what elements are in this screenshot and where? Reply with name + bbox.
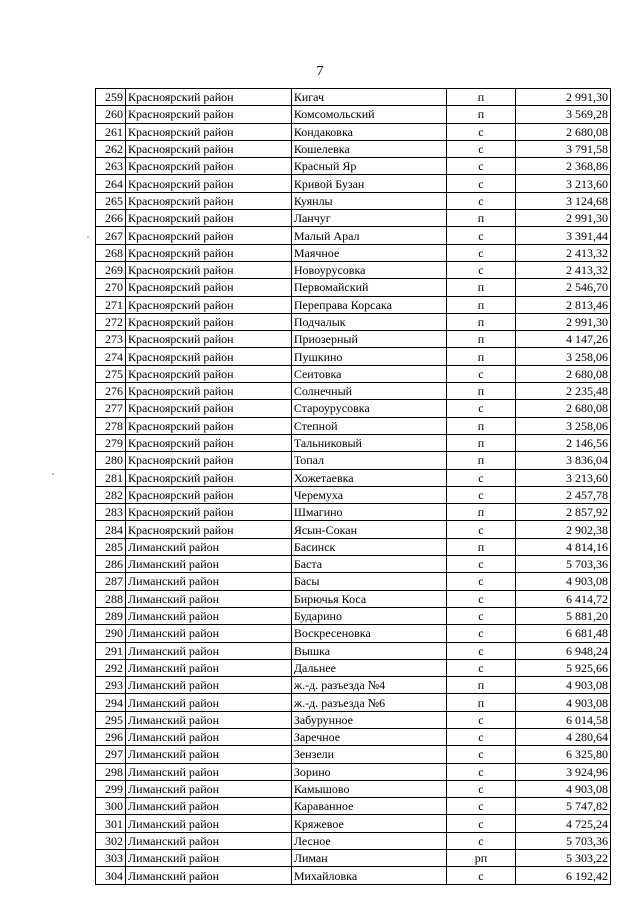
settlement-name: Кряжевое [291,815,446,832]
settlement-type: с [447,625,515,642]
settlement-type: с [447,780,515,797]
settlement-name: Переправа Корсака [291,296,446,313]
row-number: 280 [96,452,126,469]
row-number: 276 [96,383,126,400]
settlement-type: с [447,365,515,382]
table-row [96,261,611,278]
amount-value: 2 991,30 [515,210,610,227]
settlement-type: п [447,313,515,330]
table-row [96,625,611,642]
table-row [96,521,611,538]
amount-value: 2 991,30 [515,89,610,106]
table-row [96,158,611,175]
amount-value: 3 836,04 [515,452,610,469]
district-name: Лиманский район [126,538,292,555]
row-number: 282 [96,486,126,503]
table-row [96,780,611,797]
settlement-name: Подчалык [291,313,446,330]
row-number: 270 [96,279,126,296]
table-row [96,89,611,106]
row-number: 272 [96,313,126,330]
amount-value: 2 857,92 [515,504,610,521]
row-number: 284 [96,521,126,538]
table-row [96,694,611,711]
table-row [96,867,611,884]
settlement-type: с [447,815,515,832]
district-name: Лиманский район [126,556,292,573]
settlement-type: с [447,867,515,884]
district-name: Красноярский район [126,434,292,451]
settlement-type: с [447,711,515,728]
settlement-name: Камышово [291,780,446,797]
table-row [96,400,611,417]
settlement-type: с [447,244,515,261]
settlement-type: с [447,642,515,659]
settlement-type: с [447,607,515,624]
settlement-name: Дальнее [291,659,446,676]
row-number: 273 [96,331,126,348]
amount-value: 6 325,80 [515,746,610,763]
district-name: Лиманский район [126,832,292,849]
settlement-type: с [447,486,515,503]
settlement-name: Шмагино [291,504,446,521]
district-name: Красноярский район [126,504,292,521]
row-number: 293 [96,677,126,694]
settlement-type: п [447,106,515,123]
row-number: 299 [96,780,126,797]
settlement-name: Малый Арал [291,227,446,244]
row-number: 289 [96,607,126,624]
table-row [96,140,611,157]
table-row [96,279,611,296]
settlement-name: ж.-д. разъезда №4 [291,677,446,694]
table-row [96,106,611,123]
settlement-name: Лиман [291,850,446,867]
amount-value: 4 147,26 [515,331,610,348]
table-row [96,711,611,728]
settlement-name: Бирючья Коса [291,590,446,607]
row-number: 274 [96,348,126,365]
row-number: 304 [96,867,126,884]
amount-value: 2 146,56 [515,434,610,451]
settlement-type: п [447,296,515,313]
settlement-type: с [447,400,515,417]
scan-speck [87,236,89,238]
amount-value: 2 991,30 [515,313,610,330]
district-name: Лиманский район [126,728,292,745]
settlement-name: Маячное [291,244,446,261]
table-row [96,383,611,400]
amount-value: 2 813,46 [515,296,610,313]
table-row [96,607,611,624]
amount-value: 3 258,06 [515,417,610,434]
amount-value: 2 680,08 [515,365,610,382]
district-name: Красноярский район [126,469,292,486]
settlement-name: Зензели [291,746,446,763]
row-number: 286 [96,556,126,573]
amount-value: 2 902,38 [515,521,610,538]
table-row [96,815,611,832]
district-name: Лиманский район [126,677,292,694]
row-number: 265 [96,192,126,209]
district-name: Лиманский район [126,573,292,590]
amount-value: 2 413,32 [515,261,610,278]
amount-value: 4 903,08 [515,694,610,711]
amount-value: 3 569,28 [515,106,610,123]
amount-value: 3 258,06 [515,348,610,365]
amount-value: 6 414,72 [515,590,610,607]
settlement-name: Караванное [291,798,446,815]
amount-value: 5 747,82 [515,798,610,815]
district-name: Лиманский район [126,711,292,728]
row-number: 260 [96,106,126,123]
amount-value: 6 192,42 [515,867,610,884]
row-number: 264 [96,175,126,192]
row-number: 298 [96,763,126,780]
settlements-table [95,88,611,885]
settlement-type: с [447,227,515,244]
row-number: 279 [96,434,126,451]
table-row [96,365,611,382]
district-name: Красноярский район [126,140,292,157]
settlement-type: п [447,677,515,694]
amount-value: 5 925,66 [515,659,610,676]
amount-value: 4 903,08 [515,573,610,590]
table-row [96,313,611,330]
settlement-name: Хожетаевка [291,469,446,486]
settlement-name: Комсомольский [291,106,446,123]
settlement-name: Солнечный [291,383,446,400]
settlement-name: Воскресеновка [291,625,446,642]
table-row [96,175,611,192]
settlement-type: рп [447,850,515,867]
settlement-name: ж.-д. разъезда №6 [291,694,446,711]
settlement-type: с [447,832,515,849]
amount-value: 2 413,32 [515,244,610,261]
row-number: 266 [96,210,126,227]
table-row [96,832,611,849]
settlement-type: с [447,746,515,763]
table-row [96,244,611,261]
row-number: 269 [96,261,126,278]
settlement-name: Пушкино [291,348,446,365]
settlement-type: п [447,452,515,469]
settlement-name: Зорино [291,763,446,780]
settlement-name: Тальниковый [291,434,446,451]
settlement-type: с [447,728,515,745]
district-name: Красноярский район [126,313,292,330]
row-number: 302 [96,832,126,849]
row-number: 296 [96,728,126,745]
amount-value: 3 791,58 [515,140,610,157]
district-name: Красноярский район [126,417,292,434]
amount-value: 3 213,60 [515,469,610,486]
settlement-type: п [447,694,515,711]
settlement-type: п [447,434,515,451]
settlement-type: с [447,573,515,590]
row-number: 281 [96,469,126,486]
district-name: Красноярский район [126,89,292,106]
amount-value: 2 235,48 [515,383,610,400]
settlement-type: п [447,348,515,365]
settlement-name: Черемуха [291,486,446,503]
table-row [96,538,611,555]
district-name: Лиманский район [126,798,292,815]
settlement-type: с [447,158,515,175]
district-name: Красноярский район [126,175,292,192]
settlement-type: с [447,469,515,486]
page-number: 7 [316,64,324,79]
row-number: 297 [96,746,126,763]
district-name: Красноярский район [126,296,292,313]
settlement-name: Баста [291,556,446,573]
district-name: Красноярский район [126,227,292,244]
settlement-type: п [447,89,515,106]
row-number: 267 [96,227,126,244]
settlement-type: с [447,140,515,157]
table-row [96,123,611,140]
district-name: Красноярский район [126,158,292,175]
table-row [96,763,611,780]
amount-value: 6 014,58 [515,711,610,728]
table-row [96,331,611,348]
table-row [96,642,611,659]
row-number: 262 [96,140,126,157]
table-row [96,210,611,227]
district-name: Красноярский район [126,106,292,123]
row-number: 271 [96,296,126,313]
amount-value: 5 303,22 [515,850,610,867]
table-row [96,504,611,521]
row-number: 278 [96,417,126,434]
row-number: 294 [96,694,126,711]
amount-value: 2 368,86 [515,158,610,175]
settlement-name: Ланчуг [291,210,446,227]
amount-value: 2 680,08 [515,123,610,140]
settlement-type: п [447,504,515,521]
district-name: Лиманский район [126,746,292,763]
row-number: 295 [96,711,126,728]
settlement-name: Ясын-Сокан [291,521,446,538]
row-number: 283 [96,504,126,521]
district-name: Красноярский район [126,331,292,348]
settlement-type: п [447,383,515,400]
amount-value: 2 680,08 [515,400,610,417]
settlement-name: Басы [291,573,446,590]
amount-value: 3 391,44 [515,227,610,244]
row-number: 291 [96,642,126,659]
district-name: Красноярский район [126,192,292,209]
district-name: Лиманский район [126,607,292,624]
settlement-type: п [447,210,515,227]
settlement-type: п [447,417,515,434]
settlement-name: Лесное [291,832,446,849]
settlement-type: с [447,590,515,607]
row-number: 261 [96,123,126,140]
table-row [96,677,611,694]
settlement-type: п [447,538,515,555]
settlement-type: с [447,123,515,140]
table-row [96,192,611,209]
settlement-type: с [447,261,515,278]
amount-value: 4 725,24 [515,815,610,832]
table-row [96,227,611,244]
row-number: 300 [96,798,126,815]
settlement-name: Красный Яр [291,158,446,175]
settlement-name: Бударино [291,607,446,624]
district-name: Лиманский район [126,625,292,642]
settlement-name: Первомайский [291,279,446,296]
district-name: Лиманский район [126,590,292,607]
table-row [96,296,611,313]
row-number: 277 [96,400,126,417]
district-name: Лиманский район [126,815,292,832]
district-name: Красноярский район [126,521,292,538]
table-row [96,728,611,745]
table-row [96,434,611,451]
settlement-name: Вышка [291,642,446,659]
settlement-type: с [447,763,515,780]
amount-value: 6 948,24 [515,642,610,659]
settlement-name: Староурусовка [291,400,446,417]
amount-value: 2 457,78 [515,486,610,503]
district-name: Лиманский район [126,763,292,780]
table-row [96,417,611,434]
settlements-table-body [96,89,611,885]
amount-value: 4 814,16 [515,538,610,555]
district-name: Красноярский район [126,279,292,296]
table-row [96,452,611,469]
amount-value: 4 903,08 [515,677,610,694]
amount-value: 4 903,08 [515,780,610,797]
table-row [96,469,611,486]
row-number: 263 [96,158,126,175]
district-name: Красноярский район [126,210,292,227]
district-name: Лиманский район [126,780,292,797]
settlement-name: Басинск [291,538,446,555]
settlement-name: Сеитовка [291,365,446,382]
settlement-name: Кондаковка [291,123,446,140]
row-number: 290 [96,625,126,642]
row-number: 288 [96,590,126,607]
settlement-name: Кривой Бузан [291,175,446,192]
settlement-name: Куянлы [291,192,446,209]
table-row [96,348,611,365]
settlement-type: с [447,175,515,192]
district-name: Лиманский район [126,642,292,659]
row-number: 268 [96,244,126,261]
settlement-name: Новоурусовка [291,261,446,278]
settlement-type: с [447,521,515,538]
amount-value: 3 213,60 [515,175,610,192]
settlement-type: п [447,331,515,348]
amount-value: 4 280,64 [515,728,610,745]
scan-speck [52,473,54,475]
amount-value: 5 703,36 [515,556,610,573]
amount-value: 6 681,48 [515,625,610,642]
table-row [96,659,611,676]
settlement-name: Кигач [291,89,446,106]
row-number: 303 [96,850,126,867]
settlement-name: Забурунное [291,711,446,728]
settlement-type: с [447,192,515,209]
settlement-name: Михайловка [291,867,446,884]
row-number: 259 [96,89,126,106]
settlement-name: Приозерный [291,331,446,348]
table-row [96,573,611,590]
district-name: Лиманский район [126,694,292,711]
table-row [96,590,611,607]
district-name: Красноярский район [126,486,292,503]
district-name: Красноярский район [126,400,292,417]
settlement-name: Заречное [291,728,446,745]
settlement-name: Кошелевка [291,140,446,157]
table-row [96,746,611,763]
district-name: Красноярский район [126,452,292,469]
district-name: Красноярский район [126,348,292,365]
district-name: Лиманский район [126,867,292,884]
district-name: Красноярский район [126,244,292,261]
amount-value: 5 881,20 [515,607,610,624]
district-name: Красноярский район [126,261,292,278]
settlement-type: п [447,279,515,296]
district-name: Лиманский район [126,850,292,867]
settlement-name: Степной [291,417,446,434]
row-number: 301 [96,815,126,832]
settlement-type: с [447,556,515,573]
row-number: 275 [96,365,126,382]
district-name: Лиманский район [126,659,292,676]
table-row [96,850,611,867]
amount-value: 2 546,70 [515,279,610,296]
table-row [96,798,611,815]
row-number: 285 [96,538,126,555]
amount-value: 5 703,36 [515,832,610,849]
settlement-name: Топал [291,452,446,469]
table-row [96,486,611,503]
settlement-type: с [447,798,515,815]
district-name: Красноярский район [126,383,292,400]
row-number: 287 [96,573,126,590]
amount-value: 3 924,96 [515,763,610,780]
district-name: Красноярский район [126,123,292,140]
table-row [96,556,611,573]
settlement-type: с [447,659,515,676]
amount-value: 3 124,68 [515,192,610,209]
district-name: Красноярский район [126,365,292,382]
row-number: 292 [96,659,126,676]
